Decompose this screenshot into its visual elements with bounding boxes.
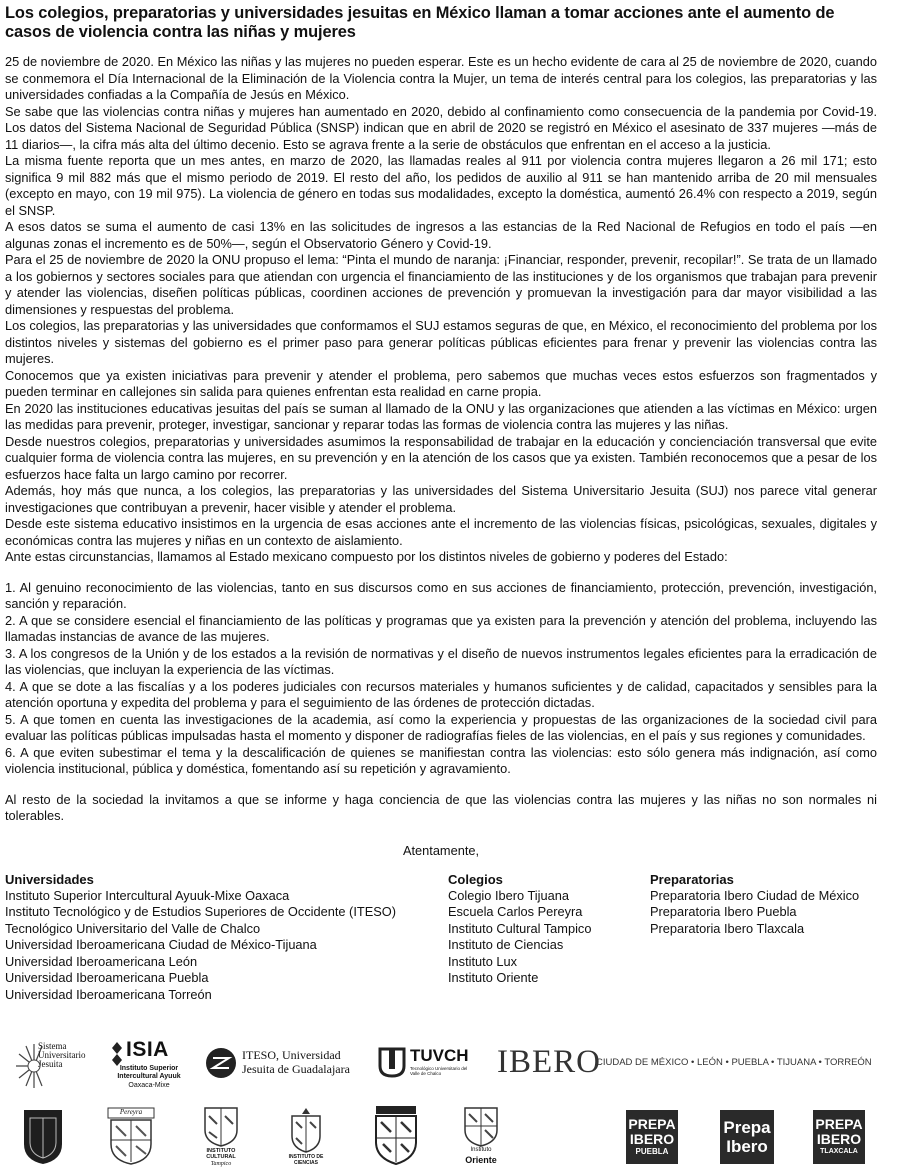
prepa-tlax-line3: TLAXCALA	[820, 1148, 858, 1155]
paragraph: Los colegios, las preparatorias y las universidades que conformamos el SUJ estamos seguras de que, en México, el reconocimiento del problema por los distintos niveles y sistemas del gobierno es el primer paso para generar políticas públicas eficientes para frenar y prevenir las violencias contra las mujeres.	[5, 318, 877, 366]
instituto-ciencias-logo	[284, 1106, 328, 1168]
list-item: Instituto Tecnológico y de Estudios Superiores de Occidente (ITESO)	[5, 904, 396, 919]
preparatorias-heading: Preparatorias	[650, 871, 734, 887]
list-item: Preparatoria Ibero Tlaxcala	[650, 920, 805, 936]
ibero-cities: CIUDAD DE MÉXICO • LEÓN • PUEBLA • TIJUANA • TORREÓN	[596, 1057, 872, 1068]
preparatorias-column	[650, 872, 859, 938]
colegios-column	[448, 872, 591, 987]
list-item: Escuela Carlos Pereyra	[448, 904, 583, 919]
pereyra-banner: Pereyra	[119, 1108, 143, 1116]
prepa-ibero-tlaxcala-logo	[813, 1110, 865, 1164]
demand-item: 4. A que se dote a las fiscalías y a los poderes judiciales con recursos materiales y humanos suficientes y de calidad, capacitados y sensibles para la atención oportuna y expedita del problema y para el seguimiento de las órdenes de protección dictadas.	[5, 678, 877, 710]
shield-icon	[22, 1108, 64, 1166]
tuvch-name: TUVCH	[410, 1046, 469, 1065]
list-item: Preparatoria Ibero Ciudad de México	[650, 887, 860, 903]
list-item: Instituto Oriente	[448, 970, 539, 985]
suj-logo	[12, 1036, 92, 1094]
demand-item: 3. A los congresos de la Unión y de los estados a la revisión de normativas y el diseño de nuevos instrumentos legales eficientes para la erradicación de las violencias, que incluyan la experiencia de las víctimas.	[5, 645, 877, 677]
list-item: Universidad Iberoamericana Puebla	[5, 970, 209, 985]
prepa-puebla-line2: IBERO	[629, 1131, 675, 1147]
list-item: Universidad Iberoamericana Ciudad de México-Tijuana	[5, 937, 317, 952]
paragraph: Ante estas circunstancias, llamamos al Estado mexicano compuesto por los distintos niveles de gobierno y poderes del Estado:	[5, 549, 728, 564]
demand-item: 6. A que eviten subestimar el tema y la descalificación de quienes se manifiestan contra las violencias: esto sólo genera más indignación, así como violencia institucional, pública y doméstica, fomentando así su repetición y agravamiento.	[5, 744, 877, 776]
list-item: Universidad Iberoamericana Torreón	[5, 986, 212, 1002]
cultural-tampico-logo	[196, 1104, 246, 1168]
isia-name: ISIA	[126, 1038, 169, 1061]
demand-item: 5. A que tomen en cuenta las investigaciones de la academia, así como la experiencia y propuestas de las organizaciones de la sociedad civil para evaluar las políticas públicas impulsadas hasta el momento y disponer de radiografías fieles de las violencias, en el país y sus regiones y comunidades.	[5, 711, 877, 743]
list-item: Colegio Ibero Tijuana	[448, 887, 569, 903]
list-item: Tecnológico Universitario del Valle de Chalco	[5, 920, 261, 936]
prepa-puebla-line1: PREPA	[628, 1116, 676, 1132]
shield-icon	[461, 1104, 501, 1148]
demand-item: 2. A que se considere esencial el financiamiento de las políticas y programas que ya existen para la prevención y atención del problema, incluyendo las llamadas instancias de avance de las mujeres.	[5, 612, 877, 644]
ibero-logo	[497, 1044, 882, 1082]
prepa-ibero-puebla-logo	[626, 1110, 678, 1164]
colegios-heading: Colegios	[448, 871, 503, 887]
logo-row-schools	[0, 1104, 900, 1169]
shield-icon	[201, 1104, 241, 1148]
isia-logo	[108, 1038, 190, 1094]
list-item: Instituto Cultural Tampico	[448, 920, 592, 936]
iteso-emblem-icon	[204, 1046, 238, 1080]
paragraph: Además, hoy más que nunca, a los colegios, las preparatorias y las universidades del Sistema Universitario Jesuita (SUJ) nos parece vital generar investigaciones que contribuyan a prevenir, hacer visible y atender el problema.	[5, 483, 877, 515]
tuvch-logo	[377, 1046, 477, 1082]
oriente-name: Oriente	[465, 1155, 497, 1165]
ciencias-name: INSTITUTO DE CIENCIAS	[288, 1154, 324, 1166]
tuvch-emblem-icon	[377, 1046, 407, 1078]
cultural-place: Tampico	[210, 1161, 232, 1167]
shield-icon	[371, 1104, 421, 1166]
prepa-ibero-cdmx-logo	[720, 1110, 774, 1164]
universidades-column	[5, 872, 396, 1004]
paragraph: La misma fuente reporta que un mes antes, en marzo de 2020, las llamadas reales al 911 por violencia contra mujeres llegaron a 26 mil 171; esto significa 9 mil 882 más que el mismo periodo de 2019. El resto del año, los pedidos de auxilio al 911 se han mantenido arriba de 20 mil mensuales (excepto en mayo, con 19 mil 975). La violencia de género en todas sus modalidades, excepto la doméstica, aumentó 26.4% con respecto a 2019, según el SNSP.	[5, 153, 877, 218]
closing-salutation: Atentamente,	[402, 842, 480, 858]
instituto-oriente-logo	[456, 1104, 506, 1168]
logo-row-universities	[0, 1036, 900, 1096]
document-title: Los colegios, preparatorias y universidades jesuitas en México llaman a tomar acciones ante el aumento de casos de violencia contra las niñas y mujeres	[5, 4, 835, 41]
iteso-name: ITESO, Universidad	[242, 1048, 341, 1062]
paragraph: En 2020 las instituciones educativas jesuitas del país se suman al llamado de la ONU y las organizaciones que atienden a las víctimas en México: urgen las medidas para prevenir, proteger, investigar, sancionar y reparar todas las formas de violencia contra las mujeres y las niñas.	[5, 400, 877, 432]
ibero-tijuana-logo	[22, 1108, 64, 1166]
cultural-name: INSTITUTO CULTURAL	[206, 1148, 236, 1160]
paragraph: A esos datos se suma el aumento de casi 13% en las solicitudes de ingresos a las estancias de la Red Nacional de Refugios en todo el país —en algunas zonas el incremento es de 50%—, según el Observatorio Género y Covid-19.	[5, 219, 877, 251]
prepa-cdmx-line1: Prepa	[723, 1118, 771, 1137]
instituto-lux-logo	[371, 1104, 421, 1166]
iteso-logo	[204, 1046, 356, 1082]
list-item: Universidad Iberoamericana León	[5, 953, 198, 969]
document	[5, 4, 877, 1012]
prepa-tlax-line2: IBERO	[816, 1131, 862, 1147]
list-item: Instituto Lux	[448, 953, 518, 969]
paragraph: 25 de noviembre de 2020. En México las niñas y las mujeres no pueden esperar. Este es un hecho evidente de cara al 25 de noviembre de 2020, cuando se conmemora el Día Internacional de la Eliminación de la Violencia contra la Mujer, un tema de interés central para los colegios, las preparatorias y las universidades confiadas a la Compañía de Jesús en México.	[5, 54, 877, 102]
document-body	[5, 54, 877, 825]
shield-icon	[288, 1106, 324, 1154]
prepa-tlax-line1: PREPA	[815, 1116, 863, 1132]
ibero-name: IBERO	[497, 1044, 601, 1080]
final-paragraph: Al resto de la sociedad la invitamos a que se informe y haga conciencia de que las violencias contra las mujeres y las niñas no son normales ni tolerables.	[5, 791, 877, 823]
isia-subtitle: Instituto Superior Intercultural Ayuuk	[117, 1065, 181, 1080]
demand-item: 1. Al genuino reconocimiento de las violencias, tanto en sus discursos como en sus acciones de financiamiento, protección, prevención, investigación, sanción y reparación.	[5, 579, 877, 611]
prepa-puebla-line3: PUEBLA	[635, 1147, 669, 1156]
paragraph: Conocemos que ya existen iniciativas para prevenir y atender el problema, pero sabemos que muchas veces estos esfuerzos son fragmentados y pueden terminar en callejones sin salida para quienes enfrentan esta realidad en carne propia.	[5, 367, 877, 399]
list-item: Instituto Superior Intercultural Ayuuk-Mixe Oaxaca	[5, 887, 290, 903]
signatories	[5, 872, 877, 1012]
pereyra-logo	[106, 1106, 156, 1166]
paragraph: Se sabe que las violencias contra niñas y mujeres han aumentado en 2020, debido al confinamiento como consecuencia de la pandemia por Covid-19. Los datos del Sistema Nacional de Seguridad Pública (SNSP) indican que en abril de 2020 se registró en México el asesinato de 337 mujeres —más de 11 diarios—, la cifra más alta del último decenio. Esto se agrava frente a la serie de obstáculos que enfrentan en el acceso a la justicia.	[5, 103, 877, 152]
oriente-top: Instituto	[470, 1147, 492, 1153]
paragraph: Desde este sistema educativo insistimos en la urgencia de esas acciones ante el incremento de las violencias físicas, psicológicas, sexuales, digitales y económicas contra las mujeres y niñas en un contexto de aislamiento.	[5, 516, 877, 548]
suj-logo-text: Sistema Universitario Jesuita	[38, 1041, 86, 1069]
list-item: Preparatoria Ibero Puebla	[650, 904, 797, 919]
prepa-cdmx-line2: Ibero	[726, 1137, 768, 1156]
isia-place: Oaxaca-Mixe	[128, 1082, 170, 1089]
tuvch-subtitle: Tecnológico Universitario del Valle de Chalco	[410, 1066, 468, 1076]
paragraph: Para el 25 de noviembre de 2020 la ONU propuso el lema: “Pinta el mundo de naranja: ¡Financiar, responder, prevenir, recopilar!”. Se trata de un llamado a los gobiernos y sectores sociales para que atiendan con urgencia el financiamiento de las instituciones y de los organismos que trabajan para prevenir y atender las violencias, diseñen políticas públicas, coordinen acciones de prevención y promuevan la investigación para dar mayor visibilidad a las dimensiones y respuestas del problema.	[5, 252, 877, 317]
universidades-heading: Universidades	[5, 871, 94, 887]
isia-emblem-icon	[110, 1040, 124, 1068]
iteso-subtitle: Jesuita de Guadalajara	[242, 1062, 350, 1076]
list-item: Instituto de Ciencias	[448, 937, 564, 952]
paragraph: Desde nuestros colegios, preparatorias y universidades asumimos la responsabilidad de trabajar en la educación y concienciación transversal que evite cualquier forma de violencia contra las mujeres, en su prevención y en la atención de los casos que ya existen. También reconocemos que a pesar de los esfuerzos hace falta un largo camino por recorrer.	[5, 433, 877, 482]
